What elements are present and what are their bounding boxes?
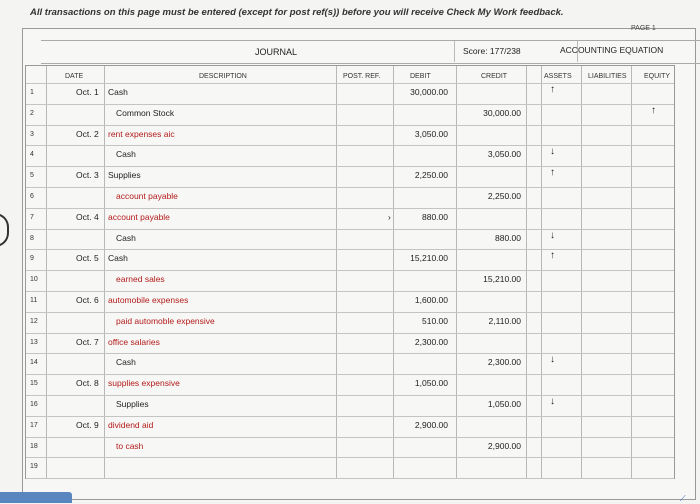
journal-row	[26, 457, 674, 477]
grid-hline	[26, 478, 674, 479]
bottom-scroll-bar[interactable]	[0, 492, 72, 503]
credit-field[interactable]: 880.00	[495, 232, 521, 243]
instruction-notice: All transactions on this page must be entered (except for post ref(s)) before you will receive Check My Work feedback.	[30, 7, 564, 18]
description-field[interactable]: rent expenses aic	[108, 128, 175, 139]
debit-field[interactable]: 1,600.00	[414, 295, 448, 305]
date-field[interactable]: Oct. 4	[76, 211, 99, 222]
post-ref-field[interactable]: ›	[388, 211, 391, 222]
row-number: 6	[30, 193, 34, 200]
col-header-date: DATE	[65, 73, 84, 80]
description-field[interactable]: Cash	[116, 357, 136, 368]
assets-arrow-icon[interactable]: ↓	[550, 354, 555, 366]
edge-marker-icon: ⟋	[680, 494, 686, 503]
debit-field[interactable]: 30,000.00	[410, 87, 448, 97]
journal-row	[26, 104, 674, 124]
date-field[interactable]: Oct. 6	[76, 295, 99, 305]
journal-grid	[25, 65, 675, 479]
row-number: 12	[30, 317, 38, 325]
description-field[interactable]: to cash	[116, 440, 144, 451]
credit-field[interactable]: 3,050.00	[487, 149, 521, 160]
col-header-post-ref: POST. REF.	[343, 73, 381, 80]
description-field[interactable]: dividend aid	[108, 419, 154, 430]
col-header-description: DESCRIPTION	[199, 73, 247, 80]
assets-arrow-icon[interactable]: ↑	[550, 250, 555, 262]
credit-field[interactable]: 15,210.00	[483, 274, 521, 285]
accounting-equation-title: ACCOUNTING EQUATION	[560, 45, 664, 55]
debit-field[interactable]: 880.00	[422, 211, 448, 222]
description-field[interactable]: Cash	[108, 253, 128, 264]
row-number: 5	[30, 172, 34, 180]
assets-arrow-icon[interactable]: ↑	[550, 84, 555, 95]
row-number: 4	[30, 151, 34, 159]
col-header-credit: CREDIT	[481, 73, 508, 80]
date-field[interactable]: Oct. 2	[76, 128, 99, 139]
assets-arrow-icon[interactable]: ↓	[550, 229, 555, 241]
journal-row	[26, 270, 674, 290]
description-field[interactable]: Supplies	[116, 399, 149, 409]
score-display: Score: 177/238	[463, 46, 521, 56]
credit-field[interactable]: 2,900.00	[487, 440, 521, 451]
page-label: PAGE 1	[631, 25, 656, 32]
journal-row	[26, 249, 674, 269]
row-number: 10	[30, 276, 38, 284]
journal-row	[26, 83, 674, 103]
assets-arrow-icon[interactable]: ↓	[550, 146, 555, 158]
debit-field[interactable]: 15,210.00	[410, 253, 448, 264]
assets-arrow-icon[interactable]: ↑	[550, 167, 555, 179]
credit-field[interactable]: 1,050.00	[487, 399, 521, 409]
side-bracket-marker	[0, 213, 9, 247]
description-field[interactable]: Cash	[108, 87, 128, 97]
row-number: 17	[30, 421, 38, 429]
debit-field[interactable]: 2,250.00	[414, 170, 448, 181]
description-field[interactable]: account payable	[108, 211, 170, 222]
date-field[interactable]: Oct. 1	[76, 87, 99, 97]
description-field[interactable]: paid automoble expensive	[116, 315, 215, 326]
description-field[interactable]: earned sales	[116, 274, 165, 285]
description-field[interactable]: Cash	[116, 232, 136, 243]
journal-title: JOURNAL	[255, 47, 298, 57]
description-field[interactable]: Supplies	[108, 170, 141, 181]
debit-field[interactable]: 1,050.00	[414, 378, 448, 389]
row-number: 2	[30, 109, 34, 117]
description-field[interactable]: automobile expenses	[108, 295, 189, 305]
debit-field[interactable]: 2,900.00	[414, 419, 448, 430]
description-field[interactable]: account payable	[116, 191, 178, 201]
description-field[interactable]: supplies expensive	[108, 378, 180, 389]
row-number: 11	[30, 297, 38, 304]
row-number: 7	[30, 213, 34, 221]
row-number: 19	[30, 463, 38, 471]
date-field[interactable]: Oct. 8	[76, 378, 99, 389]
journal-row	[26, 437, 674, 457]
col-header-equity: EQUITY	[644, 73, 671, 80]
journal-row	[26, 125, 674, 145]
journal-row	[26, 187, 674, 207]
journal-row	[26, 312, 674, 332]
date-field[interactable]: Oct. 3	[76, 170, 99, 181]
row-number: 13	[30, 338, 38, 346]
col-header-liabilities: LIABILITIES	[588, 73, 627, 80]
credit-field[interactable]: 30,000.00	[483, 107, 521, 118]
journal-row	[26, 333, 674, 353]
journal-row	[26, 229, 674, 249]
assets-arrow-icon[interactable]: ↓	[550, 396, 555, 407]
row-number: 14	[30, 359, 38, 367]
description-field[interactable]: office salaries	[108, 336, 160, 347]
row-number: 3	[30, 130, 34, 138]
journal-header	[41, 40, 700, 64]
description-field[interactable]: Cash	[116, 149, 136, 160]
credit-field[interactable]: 2,300.00	[487, 357, 521, 368]
journal-row	[26, 291, 674, 311]
journal-row	[26, 395, 674, 415]
debit-field[interactable]: 2,300.00	[414, 336, 448, 347]
credit-field[interactable]: 2,110.00	[488, 315, 521, 326]
debit-field[interactable]: 510.00	[422, 315, 448, 326]
description-field[interactable]: Common Stock	[116, 107, 175, 118]
date-field[interactable]: Oct. 5	[76, 253, 99, 264]
col-header-assets: ASSETS	[544, 73, 572, 80]
journal-row	[26, 208, 674, 228]
equity-arrow-icon[interactable]: ↑	[651, 104, 656, 116]
journal-row	[26, 145, 674, 165]
date-field[interactable]: Oct. 9	[76, 419, 99, 430]
credit-field[interactable]: 2,250.00	[487, 191, 521, 201]
row-number: 15	[30, 380, 38, 388]
col-header-debit: DEBIT	[410, 73, 431, 80]
row-number: 16	[30, 401, 38, 408]
date-field[interactable]: Oct. 7	[76, 336, 99, 347]
debit-field[interactable]: 3,050.00	[414, 128, 448, 139]
journal-row	[26, 374, 674, 394]
row-number: 18	[30, 442, 38, 450]
row-number: 8	[30, 234, 34, 242]
row-number: 1	[30, 89, 34, 96]
row-number: 9	[30, 255, 34, 263]
journal-row	[26, 166, 674, 186]
journal-row	[26, 353, 674, 373]
journal-row	[26, 416, 674, 436]
